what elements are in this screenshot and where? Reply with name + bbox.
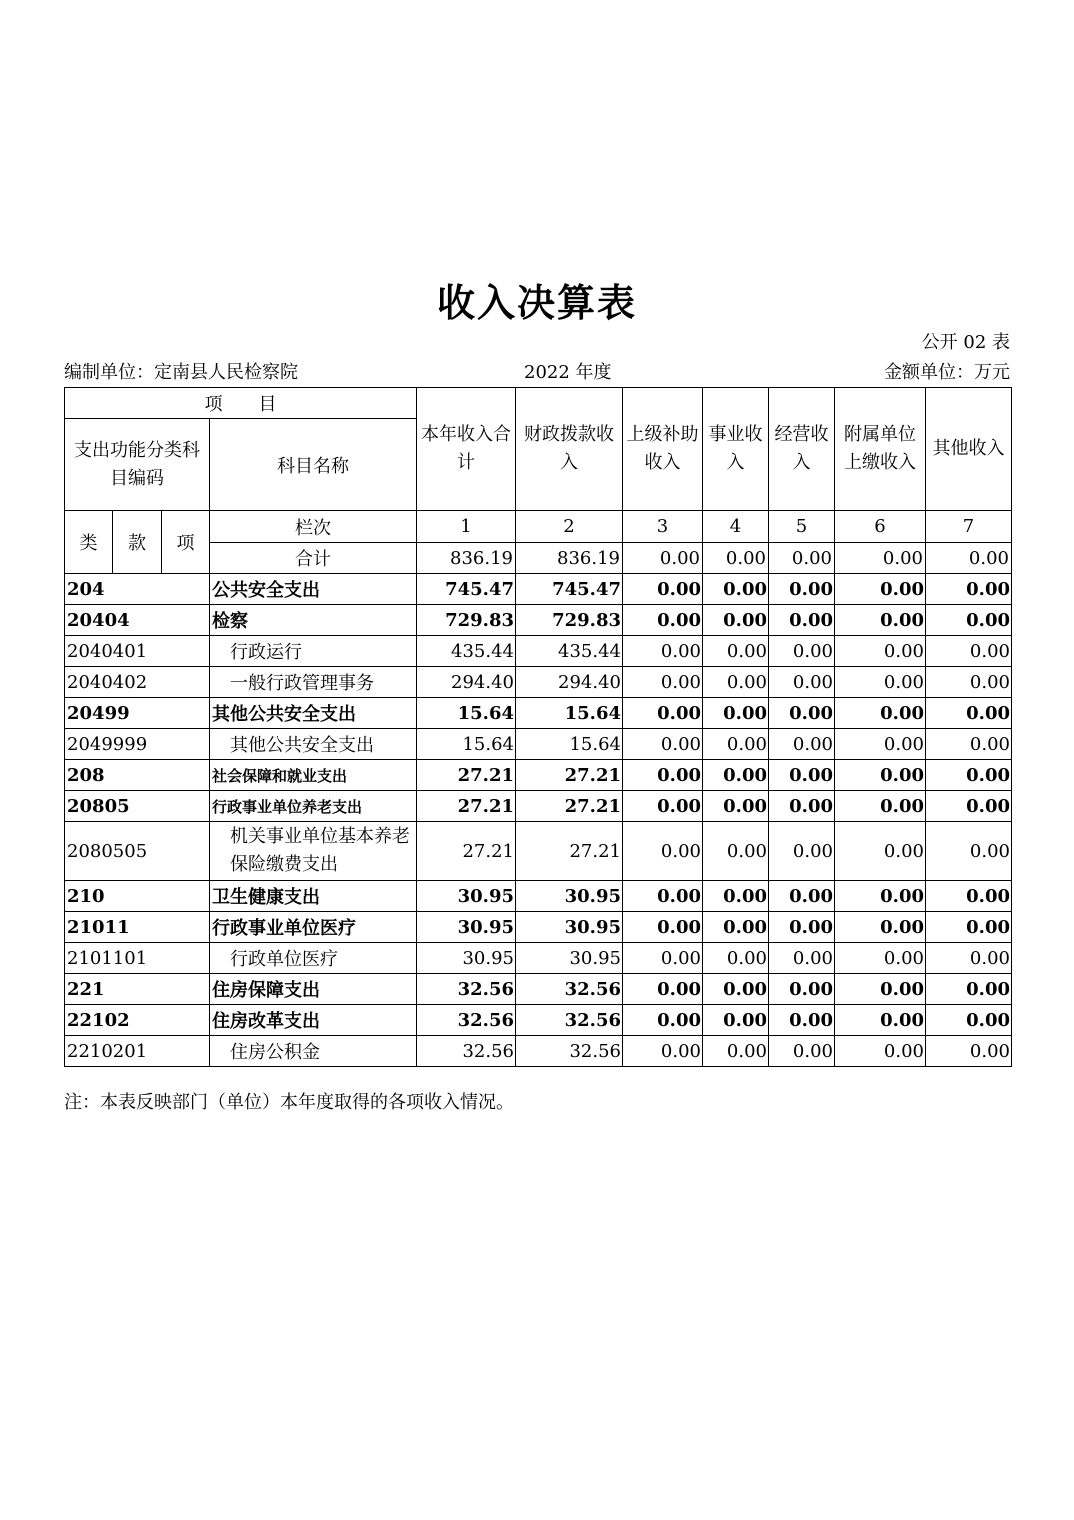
subject-name-header: 科目名称: [210, 419, 417, 511]
row-subject-name: 住房保障支出: [210, 974, 417, 1005]
row-value-4: 0.00: [703, 729, 769, 760]
row-value-5: 0.00: [769, 822, 835, 881]
row-value-7: 0.00: [926, 605, 1012, 636]
row-value-6: 0.00: [835, 943, 926, 974]
total-value-6: 0.00: [835, 543, 926, 574]
lei-header: 类: [65, 511, 113, 574]
fiscal-year: 2022 年度: [524, 362, 612, 383]
table-row: [65, 1005, 1012, 1036]
form-number: 公开 02 表: [921, 332, 1010, 353]
row-value-2: 27.21: [516, 791, 623, 822]
total-value-4: 0.00: [703, 543, 769, 574]
col-header-2: 财政拨款收入: [516, 388, 623, 511]
row-value-3: 0.00: [623, 1005, 703, 1036]
row-value-5: 0.00: [769, 574, 835, 605]
row-value-4: 0.00: [703, 1005, 769, 1036]
row-value-7: 0.00: [926, 943, 1012, 974]
compiling-unit: 编制单位：定南县人民检察院: [64, 362, 298, 383]
row-value-1: 27.21: [417, 822, 516, 881]
row-value-6: 0.00: [835, 1036, 926, 1067]
row-value-4: 0.00: [703, 667, 769, 698]
row-value-1: 15.64: [417, 729, 516, 760]
row-subject-name: 行政事业单位养老支出: [210, 791, 417, 822]
row-value-3: 0.00: [623, 574, 703, 605]
row-value-6: 0.00: [835, 667, 926, 698]
kuan-header: 款: [113, 511, 162, 574]
row-value-5: 0.00: [769, 667, 835, 698]
row-value-2: 15.64: [516, 698, 623, 729]
col-header-1: 本年收入合计: [417, 388, 516, 511]
project-header: 项 目: [65, 388, 417, 419]
table-row: [65, 605, 1012, 636]
row-value-3: 0.00: [623, 1036, 703, 1067]
table-row: [65, 1036, 1012, 1067]
row-value-1: 435.44: [417, 636, 516, 667]
row-code: 21011: [65, 912, 210, 943]
table-row: [65, 974, 1012, 1005]
row-value-7: 0.00: [926, 667, 1012, 698]
row-value-4: 0.00: [703, 605, 769, 636]
row-code: 2101101: [65, 943, 210, 974]
xiang-header: 项: [162, 511, 210, 574]
row-code: 204: [65, 574, 210, 605]
row-subject-name: 行政运行: [210, 636, 417, 667]
row-value-6: 0.00: [835, 1005, 926, 1036]
table-rows: [65, 574, 1012, 1067]
row-subject-name: 行政事业单位医疗: [210, 912, 417, 943]
table-row: [65, 822, 1012, 881]
row-value-5: 0.00: [769, 698, 835, 729]
row-value-2: 32.56: [516, 1036, 623, 1067]
row-value-5: 0.00: [769, 974, 835, 1005]
col-header-4: 事业收入: [703, 388, 769, 511]
row-subject-name: 行政单位医疗: [210, 943, 417, 974]
row-value-5: 0.00: [769, 912, 835, 943]
row-value-6: 0.00: [835, 574, 926, 605]
row-value-6: 0.00: [835, 698, 926, 729]
page-title: 收入决算表: [436, 281, 637, 325]
row-value-3: 0.00: [623, 912, 703, 943]
row-value-1: 745.47: [417, 574, 516, 605]
col-header-7: 其他收入: [926, 388, 1012, 511]
row-code: 2049999: [65, 729, 210, 760]
total-value-7: 0.00: [926, 543, 1012, 574]
table-row: [65, 943, 1012, 974]
table-row: [65, 729, 1012, 760]
row-value-7: 0.00: [926, 881, 1012, 912]
row-value-3: 0.00: [623, 791, 703, 822]
row-subject-name: 住房改革支出: [210, 1005, 417, 1036]
row-value-3: 0.00: [623, 605, 703, 636]
row-subject-name: 卫生健康支出: [210, 881, 417, 912]
row-value-2: 27.21: [516, 760, 623, 791]
row-value-7: 0.00: [926, 1036, 1012, 1067]
row-value-3: 0.00: [623, 974, 703, 1005]
table-row: [65, 698, 1012, 729]
row-code: 2080505: [65, 822, 210, 881]
row-value-2: 30.95: [516, 943, 623, 974]
code-group-header: 支出功能分类科目编码: [65, 419, 210, 511]
row-value-4: 0.00: [703, 1036, 769, 1067]
row-value-4: 0.00: [703, 881, 769, 912]
col-num-7: 7: [926, 511, 1012, 543]
row-value-7: 0.00: [926, 760, 1012, 791]
row-value-5: 0.00: [769, 605, 835, 636]
col-num-1: 1: [417, 511, 516, 543]
row-value-2: 745.47: [516, 574, 623, 605]
row-value-4: 0.00: [703, 974, 769, 1005]
col-num-4: 4: [703, 511, 769, 543]
row-value-3: 0.00: [623, 729, 703, 760]
row-value-5: 0.00: [769, 1036, 835, 1067]
table-row: [65, 791, 1012, 822]
row-value-2: 32.56: [516, 1005, 623, 1036]
row-value-5: 0.00: [769, 729, 835, 760]
row-value-1: 15.64: [417, 698, 516, 729]
row-code: 20404: [65, 605, 210, 636]
amount-unit: 金额单位：万元: [884, 362, 1010, 383]
row-value-2: 435.44: [516, 636, 623, 667]
row-subject-name: 公共安全支出: [210, 574, 417, 605]
col-num-5: 5: [769, 511, 835, 543]
total-value-3: 0.00: [623, 543, 703, 574]
row-value-5: 0.00: [769, 636, 835, 667]
row-value-1: 30.95: [417, 912, 516, 943]
row-value-2: 30.95: [516, 912, 623, 943]
row-value-3: 0.00: [623, 760, 703, 791]
total-value-1: 836.19: [417, 543, 516, 574]
row-value-4: 0.00: [703, 822, 769, 881]
row-value-5: 0.00: [769, 791, 835, 822]
row-value-6: 0.00: [835, 605, 926, 636]
row-value-1: 294.40: [417, 667, 516, 698]
row-value-4: 0.00: [703, 760, 769, 791]
row-value-2: 729.83: [516, 605, 623, 636]
row-value-3: 0.00: [623, 881, 703, 912]
row-value-5: 0.00: [769, 760, 835, 791]
row-code: 210: [65, 881, 210, 912]
table-row: [65, 667, 1012, 698]
row-value-6: 0.00: [835, 912, 926, 943]
row-code: 2210201: [65, 1036, 210, 1067]
row-value-2: 294.40: [516, 667, 623, 698]
meta-line: [64, 358, 1010, 384]
total-value-5: 0.00: [769, 543, 835, 574]
total-label: 合计: [210, 543, 417, 574]
row-value-4: 0.00: [703, 912, 769, 943]
row-value-2: 27.21: [516, 822, 623, 881]
row-value-2: 32.56: [516, 974, 623, 1005]
row-value-1: 729.83: [417, 605, 516, 636]
table-row: [65, 912, 1012, 943]
col-header-6: 附属单位上缴收入: [835, 388, 926, 511]
row-code: 20499: [65, 698, 210, 729]
row-value-6: 0.00: [835, 974, 926, 1005]
table-row: [65, 636, 1012, 667]
row-value-1: 32.56: [417, 1036, 516, 1067]
row-value-3: 0.00: [623, 698, 703, 729]
table-note: 注：本表反映部门（单位）本年度取得的各项收入情况。: [64, 1092, 514, 1113]
row-value-1: 30.95: [417, 943, 516, 974]
row-code: 20805: [65, 791, 210, 822]
row-value-4: 0.00: [703, 574, 769, 605]
col-header-3: 上级补助收入: [623, 388, 703, 511]
row-code: 208: [65, 760, 210, 791]
table-row: [65, 760, 1012, 791]
row-value-6: 0.00: [835, 881, 926, 912]
row-value-3: 0.00: [623, 636, 703, 667]
row-value-1: 32.56: [417, 974, 516, 1005]
row-value-6: 0.00: [835, 636, 926, 667]
row-value-2: 15.64: [516, 729, 623, 760]
row-code: 221: [65, 974, 210, 1005]
row-value-7: 0.00: [926, 1005, 1012, 1036]
income-table: [64, 387, 1012, 1067]
row-code: 2040402: [65, 667, 210, 698]
row-code: 2040401: [65, 636, 210, 667]
row-subject-name: 社会保障和就业支出: [210, 760, 417, 791]
col-num-2: 2: [516, 511, 623, 543]
row-subject-name: 其他公共安全支出: [210, 698, 417, 729]
row-value-6: 0.00: [835, 760, 926, 791]
row-subject-name: 一般行政管理事务: [210, 667, 417, 698]
row-value-1: 32.56: [417, 1005, 516, 1036]
row-value-2: 30.95: [516, 881, 623, 912]
row-subject-name: 其他公共安全支出: [210, 729, 417, 760]
row-value-4: 0.00: [703, 791, 769, 822]
lanci-header: 栏次: [210, 511, 417, 543]
row-subject-name: 机关事业单位基本养老保险缴费支出: [210, 822, 417, 881]
row-value-7: 0.00: [926, 729, 1012, 760]
row-value-6: 0.00: [835, 729, 926, 760]
row-value-7: 0.00: [926, 791, 1012, 822]
total-value-2: 836.19: [516, 543, 623, 574]
row-value-7: 0.00: [926, 574, 1012, 605]
row-subject-name: 检察: [210, 605, 417, 636]
row-subject-name: 住房公积金: [210, 1036, 417, 1067]
row-value-7: 0.00: [926, 822, 1012, 881]
row-value-5: 0.00: [769, 943, 835, 974]
row-value-3: 0.00: [623, 943, 703, 974]
row-value-6: 0.00: [835, 791, 926, 822]
row-value-5: 0.00: [769, 1005, 835, 1036]
table-row: [65, 574, 1012, 605]
row-value-4: 0.00: [703, 698, 769, 729]
col-num-3: 3: [623, 511, 703, 543]
row-value-6: 0.00: [835, 822, 926, 881]
row-value-1: 30.95: [417, 881, 516, 912]
row-value-4: 0.00: [703, 943, 769, 974]
row-code: 22102: [65, 1005, 210, 1036]
row-value-5: 0.00: [769, 881, 835, 912]
row-value-1: 27.21: [417, 791, 516, 822]
row-value-3: 0.00: [623, 667, 703, 698]
row-value-1: 27.21: [417, 760, 516, 791]
row-value-7: 0.00: [926, 636, 1012, 667]
col-num-6: 6: [835, 511, 926, 543]
row-value-7: 0.00: [926, 912, 1012, 943]
row-value-3: 0.00: [623, 822, 703, 881]
row-value-7: 0.00: [926, 974, 1012, 1005]
col-header-5: 经营收入: [769, 388, 835, 511]
row-value-4: 0.00: [703, 636, 769, 667]
row-value-7: 0.00: [926, 698, 1012, 729]
table-row: [65, 881, 1012, 912]
